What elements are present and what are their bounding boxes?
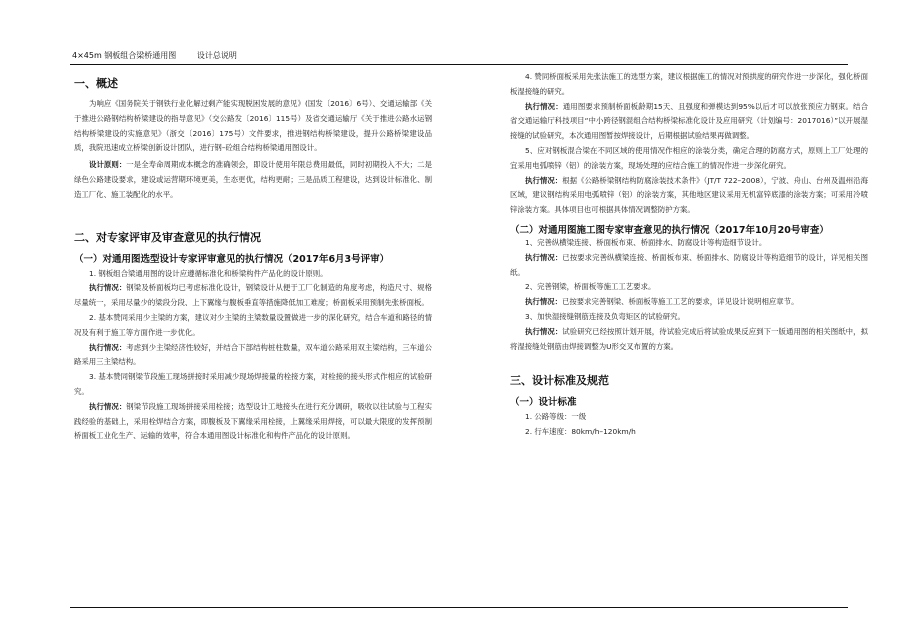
item-5: 5、应对钢板混合梁在不同区域的使用情况作相应的涂装分类，确定合理的防腐方式，原则上工厂处理的宜采用电弧喷锌（铝）的涂装方案，现场处理的应结合施工的情况作进一步深化研究。 [510, 145, 868, 170]
left-column [74, 70, 432, 444]
item-4-exec: 执行情况：通用图要求预制桥面板龄期15天、且强度和弹模达到95%以后才可以放张预应力钢束。结合省交通运输厅科技项目“中小跨径钢混组合结构桥梁标准化设计及应用研究（计划编号：2017016）”以开展湿接缝的试验研究，本次通用图暂按焊接设计，后期根据试验结果再做调整。 [510, 101, 868, 141]
sec1-paragraph-1: 为响应《国务院关于钢铁行业化解过剩产能实现脱困发展的意见》(国发〔2016〕6号）、交通运输部《关于推进公路钢结构桥梁建设的指导意见》（交公路发〔2016〕115号）及省交通运输厅《关于推进公路水运钢结构桥梁建设的实施意见》（浙交〔2016〕175号）文件要求，推进钢结构桥梁建设，提升公路桥梁建设品质，我院迅速成立桥梁创新设计团队，进行钢–砼组合结构桥梁通用图设计。 [74, 99, 432, 153]
sec1-paragraph-2: 设计原则：一是全寿命周期成本概念的准确领会，即设计使用年限总费用最低，同时初期投入不大；二是绿色公路建设要求，建设或运营期环境更美，生态更优，结构更耐；三是品质工程建设，达到设计标准化、制造工厂化、施工装配化的水平。 [74, 160, 432, 199]
item-1: 1. 钢板组合梁通用图的设计应遵循标准化和桥梁构件产品化的设计原则。 [89, 268, 328, 278]
design-principle-label: 设计原则： [89, 160, 127, 170]
section-1-title: 一、概述 [74, 77, 118, 90]
review-item-3: 3、加快湿接缝钢筋连接及负弯矩区的试验研究。 [525, 311, 685, 321]
section-2-title: 二、对专家评审及审查意见的执行情况 [74, 230, 261, 244]
item-2: 2. 基本赞同采用少主梁的方案，建议对少主梁的主梁数量设置做进一步的深化研究，结合车道和路径的情况及有利于施工等方面作进一步优化。 [74, 312, 432, 337]
right-column [510, 70, 868, 440]
footer-rule [70, 607, 848, 608]
section-3-1-title: （一）设计标准 [510, 397, 577, 409]
item-4: 4. 赞同桥面板采用先张法施工的选型方案，建议根据施工的情况对预拱度的研究作进一步深化，强化桥面板湿接缝的研究。 [510, 72, 868, 96]
review-item-1: 1、完善纵横梁连接、桥面板布束、桥面排水、防腐设计等构造细节设计。 [525, 237, 767, 247]
section-2-1-title: （一）对通用图选型设计专家评审意见的执行情况（2017年6月3号评审） [74, 253, 390, 265]
drawing-header [72, 50, 255, 61]
review-item-1-exec: 执行情况：已按要求完善纵横梁连接、桥面板布束、桥面排水、防腐设计等构造细节的设计，详见相关图纸。 [510, 252, 868, 277]
review-item-2: 2、完善钢梁，桥面板等施工工艺要求。 [525, 282, 656, 292]
section-2-2-title: （二）对通用图施工图专家审查意见的执行情况（2017年10月20号审查） [510, 224, 829, 236]
drawing-title: 4×45m 钢板组合梁桥通用图 [72, 51, 177, 60]
header-rule [70, 64, 848, 65]
sheet-title: 设计总说明 [196, 51, 237, 60]
item-5-exec: 执行情况：根据《公路桥梁钢结构防腐涂装技术条件》（JT/T 722–2008），宁波、舟山、台州及温州沿海区域，建议钢结构采用电弧喷锌（铝）的涂装方案，其他地区建议采用无机富锌底漆的涂装方案；可采用冷喷锌涂装方案。具体项目也可根据具体情况调整防护方案。 [510, 175, 868, 215]
item-3-exec: 执行情况：钢梁节段施工现场拼接采用栓接；选型设计工地接头在进行充分调研，吸收以往试验与工程实践经验的基础上，采用栓焊结合方案，即腹板及下翼缘采用栓接，上翼缘采用焊接，可以最大限度的发挥预制桥面板工业化生产、运输的效率，符合本通用图设计标准化和构件产品化的设计原则。 [74, 401, 432, 441]
item-2-exec: 执行情况：考虑到少主梁经济性较好，并结合下部结构桩柱数量，双车道公路采用双主梁结构，三车道公路采用三主梁结构。 [74, 342, 432, 367]
section-3-title: 三、设计标准及规范 [510, 374, 609, 388]
road-grade: 1. 公路等级：一级 [525, 412, 587, 422]
item-3: 3. 基本赞同钢梁节段施工现场拼接时采用减少现场焊接量的栓接方案，对栓接的接头形式作相应的试验研究。 [74, 372, 432, 396]
design-speed: 2. 行车速度：80km/h–120km/h [525, 427, 636, 437]
review-item-2-exec: 执行情况：已按要求完善钢梁、桥面板等施工工艺的要求，详见设计说明相应章节。 [525, 297, 799, 307]
item-1-exec: 执行情况：钢梁及桥面板均已考虑标准化设计，钢梁设计从便于工厂化制造的角度考虑，构造尺寸、规格尽量统一，采用尽量少的梁段分段、上下翼缘与腹板垂直等措施降低加工难度；桥面板采用预制先张桥面板。 [74, 283, 432, 308]
review-item-3-exec: 执行情况：试验研究已经按照计划开展，待试验完成后将试验成果反应到下一版通用图的相关图纸中，拟将湿接缝处钢筋由焊接调整为U形交叉布置的方案。 [510, 326, 868, 351]
